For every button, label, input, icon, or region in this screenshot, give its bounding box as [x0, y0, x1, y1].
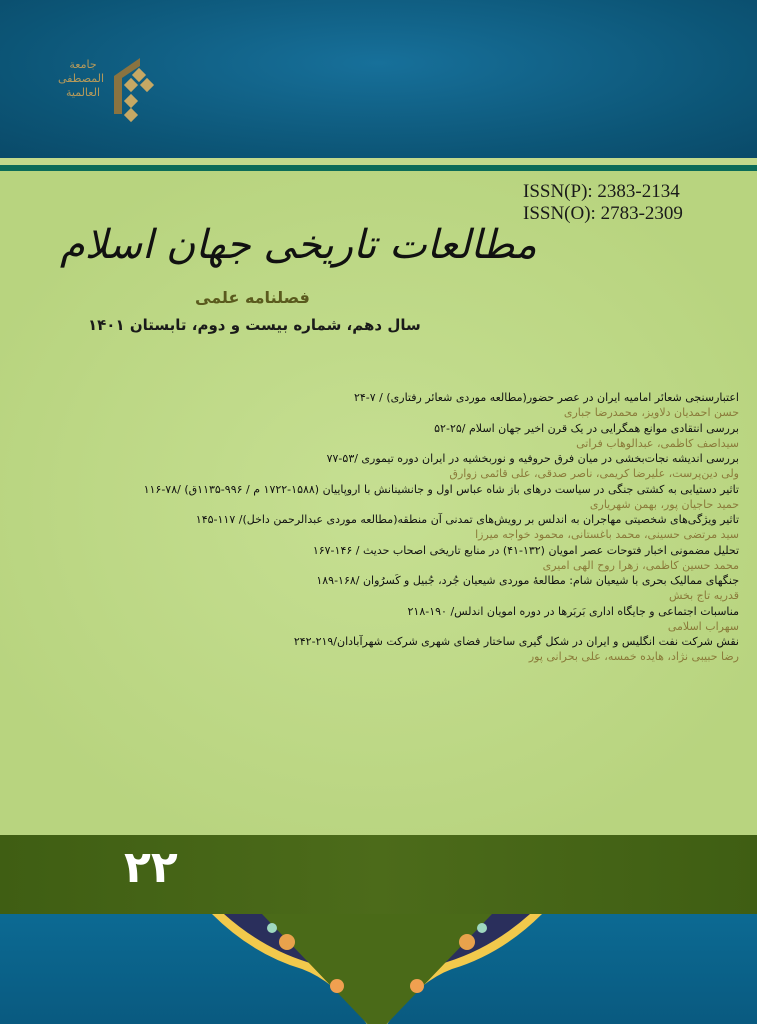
toc-entry	[219, 573, 739, 604]
toc-entry	[219, 604, 739, 635]
article-authors: قدریه تاج بخش	[669, 589, 739, 602]
toc-entry	[143, 482, 739, 513]
article-authors: سهراب اسلامی	[667, 619, 739, 633]
issue-number: ۲۲	[124, 842, 178, 893]
article-title: نقش شرکت نفت انگلیس و ایران در شکل گیری ساختار فضای شهری شرکت شهرآبادان/۲۱۹-۲۴۲	[293, 635, 739, 648]
issue-line: سال دهم، شماره بیست و دوم، تابستان ۱۴۰۱	[88, 316, 421, 334]
article-authors: حسن احمدیان دلاویز، محمدرضا جباری	[563, 406, 739, 419]
article-authors: سید مرتضی حسینی، محمد باغستانی، محمود خواجه میرزا	[475, 528, 739, 541]
issue-band	[0, 835, 757, 914]
toc-entry	[219, 543, 739, 574]
divider-light	[0, 158, 757, 165]
ornament-icon	[212, 914, 542, 1024]
journal-type: فصلنامه علمی	[195, 288, 310, 307]
article-title: جنگهای ممالیک بحری با شیعیان شام: مطالعهٔ موردی شیعیان جُرد، جُبیل و کَسرُوان /۱۶۸-۱۸۹	[316, 574, 739, 587]
article-title: بررسی اندیشه نجات‌بخشی در میان فرق حروفیه و نوربخشیه در ایران دوره تیموری /۵۳-۷۷	[326, 452, 739, 465]
publisher-name: جامعة المصطفى العالمية	[57, 58, 104, 99]
article-authors: ولی دین‌پرست، علیرضا کریمی، ناصر صدقی، علی قائمی زوارق	[449, 467, 739, 480]
article-title: بررسی انتقادی موانع همگرایی در یک قرن اخیر جهان اسلام /۲۵-۵۲	[434, 421, 739, 435]
article-title: اعتبارسنجی شعائر امامیه ایران در عصر حضور(مطالعه موردی شعائر رفتاری) / ۷-۲۴	[353, 391, 739, 404]
article-title: تحلیل مضمونی اخبار فتوحات عصر امویان (۱۳۲-۴۱) در منابع تاریخی اصحاب حدیث / ۱۴۶-۱۶۷	[312, 543, 739, 557]
toc-entry	[219, 390, 739, 421]
article-authors: رضا حبیبی نژاد، هایده خمسه، علی بحرانی پور	[528, 650, 739, 663]
article-authors: حمید حاجیان پور، بهمن شهریاری	[589, 497, 739, 511]
toc-entry	[219, 634, 739, 665]
issn-print: ISSN(P): 2383-2134	[523, 181, 680, 202]
article-authors: سیداصف کاظمی، عبدالوهاب فراتی	[576, 436, 739, 450]
toc-entry	[219, 421, 739, 452]
issn-online: ISSN(O): 2783-2309	[523, 203, 683, 224]
journal-title: مطالعات تاریخی جهان اسلام	[60, 222, 537, 268]
article-title: تاثیر ویژگی‌های شخصیتی مهاجران به اندلس بر رویش‌های تمدنی آن منطقه(مطالعه موردی عبدالرحمن داخل)/ ۱۱۷-۱۴۵	[195, 513, 739, 526]
article-title: تاثیر دستیابی به کشتی جنگی در سیاست درهای باز شاه عباس اول و جانشینانش با اروپاییان (۱۵۸۸-۱۷۲۲ م / ۹۹۶-۱۱۳۵ق) /۷۸-۱۱۶	[143, 482, 739, 496]
issn-block	[523, 181, 683, 225]
table-of-contents	[143, 390, 739, 665]
toc-entry	[219, 451, 739, 482]
toc-entry	[195, 512, 739, 543]
article-authors: محمد حسین کاظمی، زهرا روح الهی امیری	[542, 558, 739, 572]
article-title: مناسبات اجتماعی و جایگاه اداری بَربَرها در دوره امویان اندلس/ ۱۹۰-۲۱۸	[407, 604, 739, 618]
